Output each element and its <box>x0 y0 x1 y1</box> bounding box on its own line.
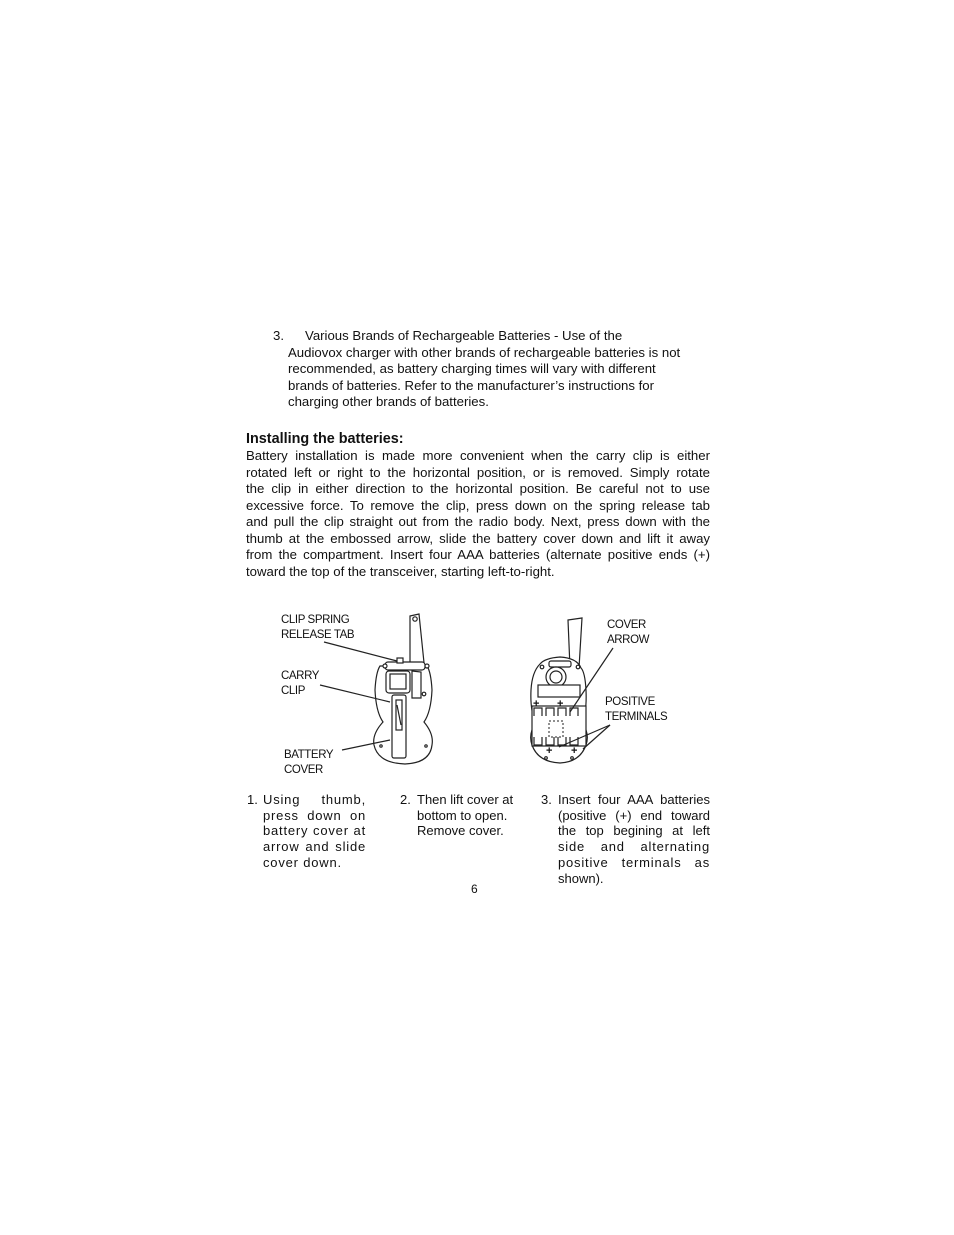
step-text <box>417 792 525 839</box>
label-line: RELEASE TAB <box>281 628 355 641</box>
step-1 <box>247 792 366 871</box>
step-number: 2. <box>400 792 411 807</box>
line: the top begining at left <box>558 823 710 839</box>
label-carry-clip <box>281 669 319 698</box>
label-clip-spring-release-tab <box>281 613 354 642</box>
step-text <box>263 792 366 871</box>
line: excessive force. To remove the clip, press down on the spring release tab <box>246 497 710 513</box>
line: cover down. <box>263 854 342 870</box>
line: shown). <box>558 870 604 886</box>
line: arrow and slide <box>263 839 366 855</box>
label-line: ARROW <box>607 633 650 646</box>
line: Various Brands of Rechargeable Batteries - Use of the <box>305 328 623 343</box>
line: positive terminals as <box>558 854 710 870</box>
section-heading: Installing the batteries: <box>246 431 404 447</box>
svg-text:+: + <box>533 698 540 710</box>
line: and pull the clip straight out from the radio body. Next, press down with the <box>246 514 710 529</box>
line: Then lift cover at <box>417 792 514 807</box>
step-number: 3. <box>541 792 552 807</box>
label-line: POSITIVE <box>605 696 655 708</box>
line: press down on <box>263 807 366 823</box>
label-positive-terminals <box>605 695 667 724</box>
label-line: COVER <box>284 763 323 776</box>
label-line: CARRY <box>281 670 320 682</box>
list-number: 3. <box>273 328 284 343</box>
line: battery cover at <box>263 823 366 839</box>
step-text <box>558 792 710 886</box>
line: charging other brands of batteries. <box>288 394 489 410</box>
line: from the compartment. Insert four AAA batteries (alternate positive ends (+) <box>246 547 710 562</box>
line: toward the top of the transceiver, starting left-to-right. <box>246 563 555 579</box>
svg-text:+: + <box>546 745 553 757</box>
line: rotated left or right to the horizontal position, or is removed. Simply rotate <box>246 464 710 480</box>
label-line: CLIP SPRING <box>281 614 350 626</box>
line: Using thumb, <box>263 792 366 807</box>
step-2 <box>400 792 525 839</box>
line: recommended, as battery charging times will vary with different <box>288 361 656 377</box>
step-3 <box>541 792 710 886</box>
line: the clip in either direction to the horizontal position. Be careful not to use <box>246 481 710 496</box>
line: Remove cover. <box>417 823 504 839</box>
line: Battery installation is made more convenient when the carry clip is either <box>246 448 710 463</box>
label-line: BATTERY <box>284 749 334 761</box>
svg-text:+: + <box>557 698 564 710</box>
radio-back-illustration <box>531 618 613 763</box>
label-line: TERMINALS <box>605 710 668 723</box>
label-cover-arrow <box>607 618 649 647</box>
line: side and alternating <box>558 839 710 855</box>
label-line: COVER <box>607 619 646 631</box>
line: thumb at the embossed arrow, slide the battery cover down and lift it away <box>246 530 710 546</box>
line: Audiovox charger with other brands of rechargeable batteries is not <box>288 344 681 360</box>
line: (positive (+) end toward <box>558 807 710 823</box>
label-line: CLIP <box>281 684 305 697</box>
page-number: 6 <box>471 882 478 896</box>
svg-text:+: + <box>571 745 578 757</box>
label-battery-cover <box>284 748 333 777</box>
line: Insert four AAA batteries <box>558 792 710 807</box>
step-number: 1. <box>247 792 258 807</box>
line: bottom to open. <box>417 807 508 823</box>
line: brands of batteries. Refer to the manufacturer’s instructions for <box>288 377 655 393</box>
